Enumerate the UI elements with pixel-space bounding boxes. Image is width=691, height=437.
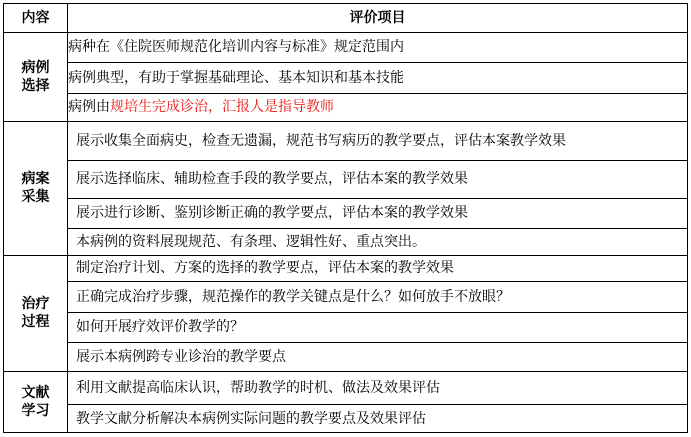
eval-item-highlight: 规培生完成诊治，汇报人是指导教师 xyxy=(110,99,334,116)
section-title xyxy=(4,255,68,371)
section-title-line: 学习 xyxy=(21,402,50,419)
section-title-line: 过程 xyxy=(21,314,50,331)
header-content: 内容 xyxy=(4,4,68,33)
section-title-line: 病案 xyxy=(21,171,50,188)
header-row xyxy=(4,4,688,33)
eval-item: 病种在《住院医师规范化培训内容与标准》规定范围内 xyxy=(68,32,688,63)
eval-item: 展示进行诊断、鉴别诊断正确的教学要点，评估本案的教学效果 xyxy=(68,198,688,229)
section-title-line: 采集 xyxy=(21,189,50,206)
section-title xyxy=(4,371,68,432)
table-row xyxy=(4,312,688,343)
section-title-line: 文献 xyxy=(21,384,50,401)
eval-item: 病例典型，有助于掌握基础理论、基本知识和基本技能 xyxy=(68,63,688,94)
table-row xyxy=(4,160,688,198)
section-title-line: 选择 xyxy=(21,77,50,94)
eval-item: 展示选择临床、辅助检查手段的教学要点，评估本案的教学效果 xyxy=(68,160,688,198)
eval-item xyxy=(68,93,688,122)
evaluation-table xyxy=(3,3,688,433)
section-title-line: 病例 xyxy=(21,59,50,76)
section-title xyxy=(4,122,68,255)
table-row xyxy=(4,371,688,405)
eval-item: 本病例的资料展现规范、有条理、逻辑性好、重点突出。 xyxy=(68,229,688,255)
eval-item-prefix: 病例由 xyxy=(68,99,110,116)
eval-item: 利用文献提高临床认识，帮助教学的时机、做法及效果评估 xyxy=(68,371,688,405)
eval-item: 制定治疗计划、方案的选择的教学要点，评估本案的教学效果 xyxy=(68,255,688,281)
eval-item: 如何开展疗效评价教学的？ xyxy=(68,312,688,343)
eval-item: 展示收集全面病史，检查无遗漏，规范书写病历的教学要点，评估本案教学效果 xyxy=(68,122,688,161)
table-row xyxy=(4,122,688,161)
table-row xyxy=(4,282,688,313)
header-evaluation-items: 评价项目 xyxy=(68,4,688,33)
table-row xyxy=(4,405,688,433)
section-title xyxy=(4,32,68,122)
eval-item: 教学文献分析解决本病例实际问题的教学要点及效果评估 xyxy=(68,405,688,433)
table-row xyxy=(4,63,688,94)
table-row xyxy=(4,343,688,372)
section-title-line: 治疗 xyxy=(21,296,50,313)
eval-item: 展示本病例跨专业诊治的教学要点 xyxy=(68,343,688,372)
table-row xyxy=(4,198,688,229)
eval-item: 正确完成治疗步骤，规范操作的教学关键点是什么？如何放手不放眼？ xyxy=(68,282,688,313)
table-row xyxy=(4,32,688,63)
table-row xyxy=(4,93,688,122)
table-row xyxy=(4,255,688,281)
table-row xyxy=(4,229,688,255)
